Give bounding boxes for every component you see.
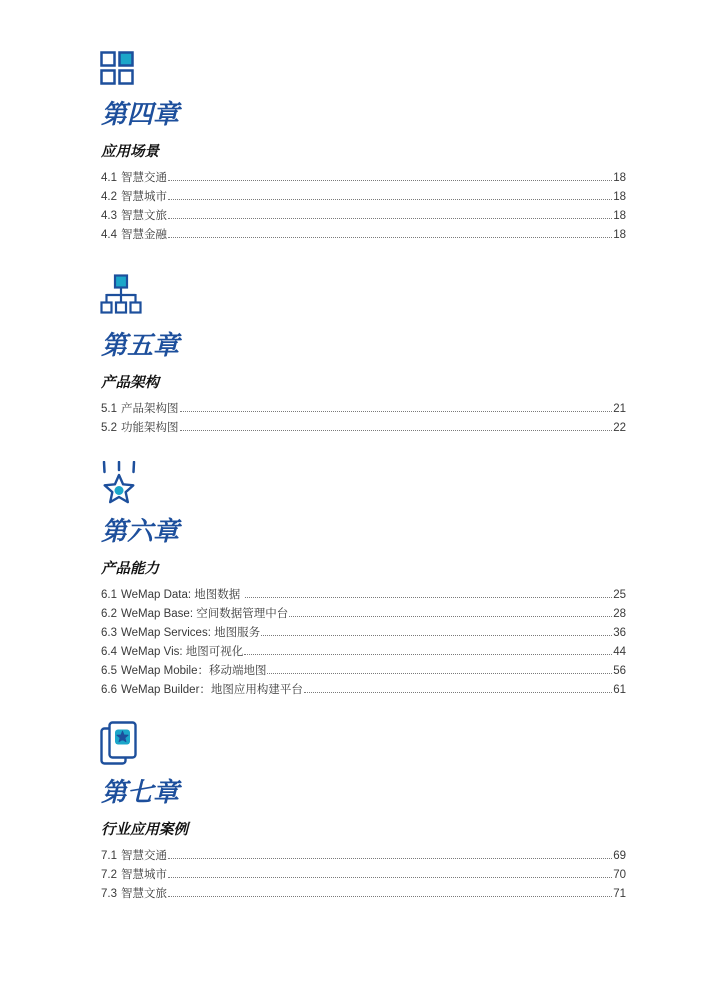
entry-page-number: 18 (613, 172, 626, 184)
entry-title: WeMap Vis: 地图可视化 (121, 646, 244, 658)
entry-page-number: 18 (613, 229, 626, 241)
chapter-title: 第六章 (101, 516, 180, 546)
dot-leader (168, 877, 612, 878)
entry-title: WeMap Mobile：移动端地图 (121, 665, 267, 677)
toc-entry[interactable] (101, 662, 626, 681)
toc-entry[interactable] (101, 847, 626, 866)
dot-leader (289, 616, 612, 617)
entry-page-number: 70 (613, 869, 626, 881)
entry-page-number: 22 (613, 422, 626, 434)
entry-title: 智慧交通 (121, 172, 167, 184)
entry-title: 智慧交通 (121, 850, 167, 862)
chapter-subtitle: 应用场景 (101, 144, 159, 160)
entry-page-number: 69 (613, 850, 626, 862)
entry-number: 4.4 (101, 229, 117, 241)
entry-title: 智慧金融 (121, 229, 167, 241)
chapter-subtitle: 产品架构 (101, 375, 159, 391)
toc-entry[interactable] (101, 885, 626, 904)
chapter-title: 第五章 (101, 330, 180, 360)
dot-leader (168, 896, 612, 897)
entry-title: WeMap Builder：地图应用构建平台 (121, 684, 303, 696)
dot-leader (180, 411, 613, 412)
toc-entry-list (101, 169, 626, 245)
entry-title: WeMap Data: 地图数据 (121, 589, 244, 601)
dot-leader (244, 654, 612, 655)
chapter-subtitle: 行业应用案例 (101, 822, 188, 838)
hierarchy-icon (100, 274, 142, 316)
toc-entry[interactable] (101, 866, 626, 885)
entry-page-number: 36 (613, 627, 626, 639)
toc-entry[interactable] (101, 681, 626, 700)
entry-page-number: 28 (613, 608, 626, 620)
dot-leader (168, 858, 612, 859)
entry-number: 7.1 (101, 850, 117, 862)
entry-number: 4.1 (101, 172, 117, 184)
entry-page-number: 18 (613, 210, 626, 222)
toc-entry-list (101, 400, 626, 438)
dot-leader (168, 218, 612, 219)
entry-number: 6.6 (101, 684, 117, 696)
entry-number: 5.1 (101, 403, 117, 415)
toc-entry[interactable] (101, 624, 626, 643)
entry-page-number: 25 (613, 589, 626, 601)
entry-title: WeMap Base: 空间数据管理中台 (121, 608, 289, 620)
entry-number: 6.1 (101, 589, 117, 601)
toc-entry-list (101, 586, 626, 700)
entry-title: 产品架构图 (121, 403, 179, 415)
toc-entry-list (101, 847, 626, 904)
chapter-6-section (101, 516, 626, 700)
toc-entry[interactable] (101, 400, 626, 419)
chapter-7-section (101, 777, 626, 904)
chapter-title: 第四章 (101, 99, 180, 129)
star-award-icon (100, 461, 138, 505)
entry-number: 4.2 (101, 191, 117, 203)
star-cards-icon (100, 721, 138, 765)
entry-page-number: 18 (613, 191, 626, 203)
grid-squares-icon (100, 51, 134, 85)
chapter-subtitle: 产品能力 (101, 561, 159, 577)
entry-number: 7.2 (101, 869, 117, 881)
toc-entry[interactable] (101, 169, 626, 188)
entry-number: 4.3 (101, 210, 117, 222)
dot-leader (168, 180, 612, 181)
chapter-5-section (101, 330, 626, 438)
dot-leader (267, 673, 612, 674)
entry-page-number: 44 (613, 646, 626, 658)
toc-entry[interactable] (101, 207, 626, 226)
chapter-title: 第七章 (101, 777, 180, 807)
dot-leader (304, 692, 612, 693)
entry-title: 智慧文旅 (121, 888, 167, 900)
chapter-4-section (101, 99, 626, 245)
entry-number: 7.3 (101, 888, 117, 900)
entry-page-number: 61 (613, 684, 626, 696)
entry-number: 6.5 (101, 665, 117, 677)
entry-title: 功能架构图 (121, 422, 179, 434)
toc-entry[interactable] (101, 419, 626, 438)
entry-number: 5.2 (101, 422, 117, 434)
toc-entry[interactable] (101, 643, 626, 662)
entry-number: 6.2 (101, 608, 117, 620)
entry-page-number: 71 (613, 888, 626, 900)
toc-entry[interactable] (101, 605, 626, 624)
entry-page-number: 56 (613, 665, 626, 677)
entry-number: 6.3 (101, 627, 117, 639)
entry-number: 6.4 (101, 646, 117, 658)
entry-title: 智慧文旅 (121, 210, 167, 222)
entry-title: 智慧城市 (121, 869, 167, 881)
dot-leader (168, 237, 612, 238)
dot-leader (168, 199, 612, 200)
toc-entry[interactable] (101, 226, 626, 245)
entry-page-number: 21 (613, 403, 626, 415)
dot-leader (245, 597, 613, 598)
dot-leader (180, 430, 613, 431)
dot-leader (261, 635, 612, 636)
toc-entry[interactable] (101, 586, 626, 605)
entry-title: 智慧城市 (121, 191, 167, 203)
toc-entry[interactable] (101, 188, 626, 207)
entry-title: WeMap Services: 地图服务 (121, 627, 261, 639)
